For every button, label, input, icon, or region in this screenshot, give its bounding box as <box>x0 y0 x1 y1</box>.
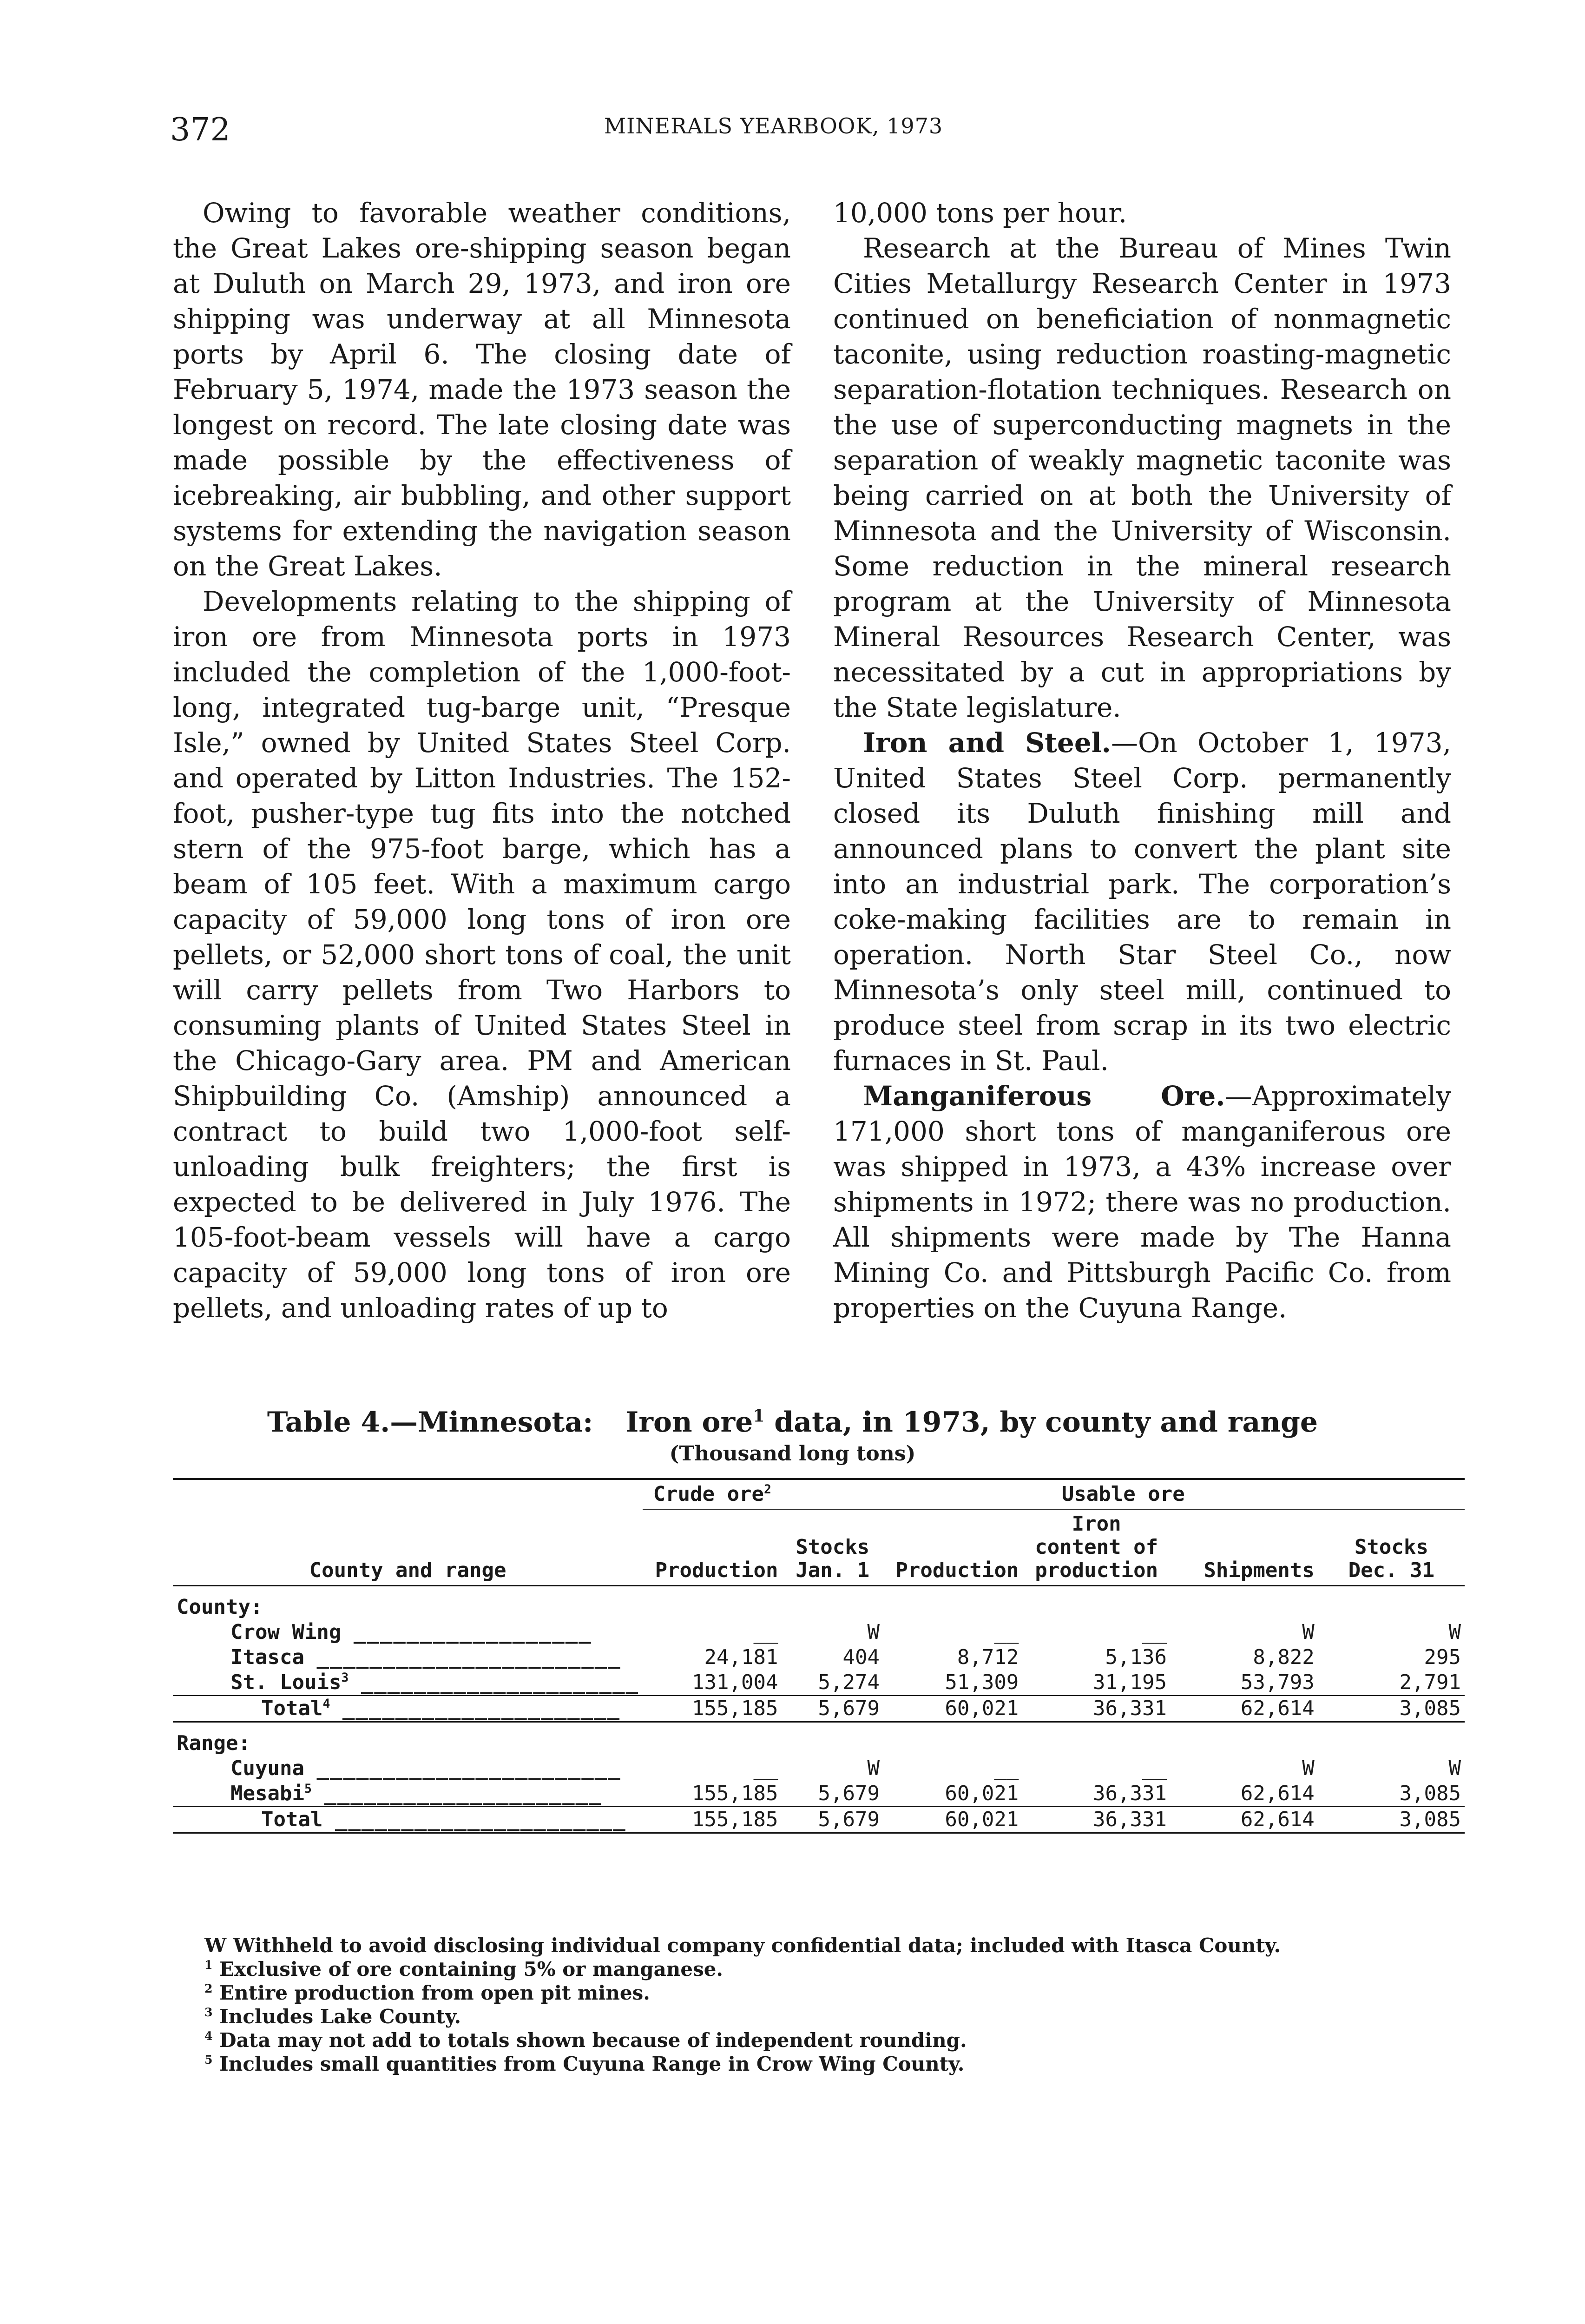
row-label: St. Louis$^3$ _____________________ <box>230 1670 639 1694</box>
footnote: $^4$ Data may not add to totals shown because of independent rounding. <box>204 2028 967 2052</box>
table-row: Crow Wing __________________ __ W __ __ W W <box>173 1620 1465 1645</box>
table-row: Mesabi$^5$ _____________________ 155,185 5,679 60,021 36,331 62,614 3,085 <box>173 1781 1465 1807</box>
row-label: Itasca _______________________ <box>230 1645 621 1669</box>
right-column <box>833 195 1451 1326</box>
paragraph-text: —Approximately 171,000 short tons of manganiferous ore was shipped in 1973, a 43% increase over shipments in 1972; there was no production. All shipments were made by The Hanna Mining Co. and Pittsburgh Pacific Co. from properties on the Cuyuna Range. <box>833 1080 1451 1324</box>
table-subtitle: (Thousand long tons) <box>669 1442 916 1466</box>
col-header: Production <box>895 1558 1019 1582</box>
col-header: Iron content of production <box>1035 1512 1158 1582</box>
footnote: $^2$ Entire production from open pit mines. <box>204 1981 650 2004</box>
paragraph <box>833 1078 1451 1326</box>
col-header: Production <box>655 1558 778 1582</box>
paragraph: Research at the Bureau of Mines Twin Cities Metallurgy Research Center in 1973 continued on beneficiation of nonmagnetic taconite, using reduction roasting-magnetic separation-flotation techniques. Research on the use of superconducting magnets in the separation of weakly magnetic taconite was being carried on at both the University of Minnesota and the University of Wisconsin. Some reduction in the mineral research program at the University of Minnesota Mineral Resources Research Center, was necessitated by a cut in appropriations by the State legislature. <box>833 232 1451 723</box>
footnote: W Withheld to avoid disclosing individual company confidential data; included with Itasca County. <box>204 1934 1281 1957</box>
table-row: Cuyuna _______________________ __ W __ __ W W <box>173 1756 1465 1781</box>
col-header: Stocks Jan. 1 <box>796 1535 870 1582</box>
page-number: 372 <box>170 112 230 148</box>
table-row-total: Total ______________________ 155,185 5,679 60,021 36,331 62,614 3,085 <box>173 1807 1465 1833</box>
iron-ore-table <box>173 1478 1465 1834</box>
table-title-text: Iron ore <box>625 1406 753 1439</box>
row-label: Mesabi$^5$ _____________________ <box>230 1782 602 1805</box>
footnote: $^3$ Includes Lake County. <box>204 2005 461 2028</box>
run-in-heading: Manganiferous Ore. <box>863 1080 1225 1112</box>
table-title <box>0 1406 1585 1439</box>
stub-header: County and range <box>173 1479 643 1586</box>
paragraph: Developments relating to the shipping of iron ore from Minnesota ports in 1973 included the completion of the 1,000-foot-long, integrated tug-barge unit, “Presque Isle,” owned by United States Steel Corp. and operated by Litton Industries. The 152-foot, pusher-type tug fits into the notched stern of the 975-foot barge, which has a beam of 105 feet. With a maximum cargo capacity of 59,000 long tons of iron ore pellets, or 52,000 short tons of coal, the unit will carry pellets from Two Harbors to consuming plants of United States Steel in the Chicago-Gary area. PM and American Shipbuilding Co. (Amship) announced a contract to build two 1,000-foot self-unloading bulk freighters; the first is expected to be delivered in July 1976. The 105-foot-beam vessels will have a cargo capacity of 59,000 long tons of iron ore pellets, and unloading rates of up to <box>173 586 791 1324</box>
paragraph <box>833 725 1451 1078</box>
table-row-total: Total$^4$ _____________________ 155,185 5,679 60,021 36,331 62,614 3,085 <box>173 1696 1465 1722</box>
col-header: Stocks Dec. 31 <box>1348 1535 1435 1582</box>
paragraph: Owing to favorable weather conditions, the Great Lakes ore-shipping season began at Duluth on March 29, 1973, and iron ore shipping was underway at all Minnesota ports by April 6. The closing date of February 5, 1974, made the 1973 season the longest on record. The late closing date was made possible by the effectiveness of icebreaking, air bubbling, and other support systems for extending the navigation season on the Great Lakes. <box>173 197 791 582</box>
left-column <box>173 195 791 1326</box>
running-head: MINERALS YEARBOOK, 1973 <box>604 113 943 139</box>
footnote-ref: 1 <box>753 1406 765 1426</box>
run-in-heading: Iron and Steel. <box>863 727 1111 759</box>
col-header: Shipments <box>1204 1558 1315 1582</box>
row-label: Total$^4$ _____________________ <box>261 1697 621 1720</box>
paragraph-text: —On October 1, 1973, United States Steel Corp. permanently closed its Duluth finishing mill and announced plans to convert the plant site into an industrial park. The corporation’s coke-making facilities are to remain in operation. North Star Steel Co., now Minnesota’s only steel mill, continued to produce steel from scrap in its two electric furnaces in St. Paul. <box>833 727 1452 1076</box>
section-label: Range: <box>177 1731 250 1755</box>
table-title-text: data, in 1973, by county and range <box>774 1406 1318 1439</box>
table-row: Itasca _______________________ 24,181 404 8,712 5,136 8,822 295 <box>173 1645 1465 1670</box>
table-row: St. Louis$^3$ _____________________ 131,004 5,274 51,309 31,195 53,793 2,791 <box>173 1670 1465 1696</box>
group-header-crude: Crude ore$^2$ <box>643 1479 782 1509</box>
row-label: Crow Wing __________________ <box>230 1620 592 1644</box>
footnote: $^1$ Exclusive of ore containing 5% or manganese. <box>204 1957 723 1981</box>
row-label: Cuyuna _______________________ <box>230 1756 621 1780</box>
footnote: $^5$ Includes small quantities from Cuyuna Range in Crow Wing County. <box>204 2052 965 2075</box>
row-label: Total ______________________ <box>261 1808 626 1831</box>
paragraph: 10,000 tons per hour. <box>833 197 1127 229</box>
section-label: County: <box>177 1595 263 1619</box>
table-label: Table 4.—Minnesota: <box>267 1406 593 1439</box>
group-header-usable: Usable ore <box>782 1479 1465 1509</box>
table-footnotes <box>204 1934 1468 2076</box>
